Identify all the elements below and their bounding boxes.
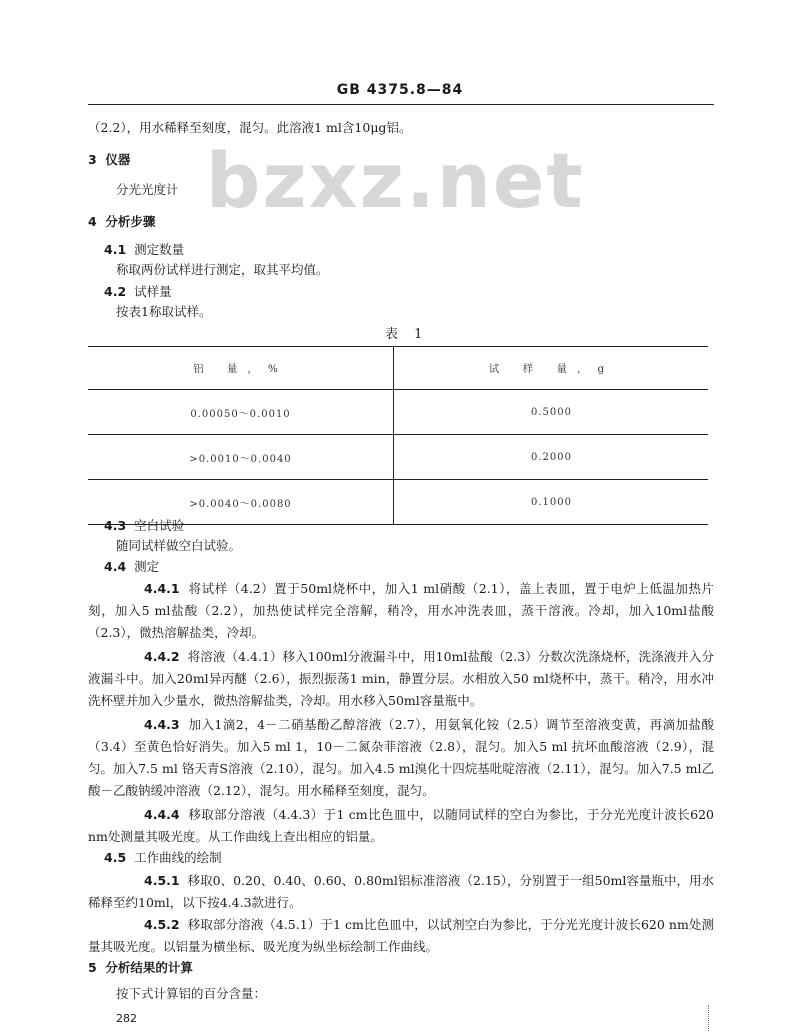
- section-4-3-body: 随同试样做空白试验。: [116, 538, 242, 553]
- table-cell: 0.5000: [393, 390, 709, 434]
- table-1: [88, 346, 708, 525]
- table-row: [88, 390, 708, 435]
- table-cell: >0.0010～0.0040: [189, 453, 292, 465]
- table-cell: 0.1000: [393, 480, 709, 524]
- section-4-4-number: 4.4: [104, 559, 127, 574]
- section-4-4-1-number: 4.4.1: [144, 581, 180, 596]
- section-4-heading: [88, 212, 155, 232]
- section-4-3-heading: [104, 516, 184, 536]
- section-4-5-2-body: 移取部分溶液（4.5.1）于1 cm比色皿中，以试剂空白为参比，于分光光度计波长620 nm处测量其吸光度。以铝量为横坐标、吸光度为纵坐标绘制工作曲线。: [88, 917, 714, 954]
- section-4-4-3-body: 加入1滴2，4－二硝基酚乙醇溶液（2.7），用氨氧化铵（2.5）调节至溶液变黄，再滴加盐酸（3.4）至黄色恰好消失。加入5 ml 1，10－二氮杂菲溶液（2.8），混匀。加入5 ml 抗坏血酸溶液（2.9），混匀。加入7.5 ml 铬天青S溶液（2.10），混匀。加入4.5 ml溴化十四烷基吡啶溶液（2.11），混匀。加入7.5 ml乙酸－乙酸钠缓冲溶液（2.12），混匀。用水稀释至刻度，混匀。: [88, 717, 715, 798]
- margin-dotted-line: [708, 1005, 709, 1031]
- page-header: GB 4375.8—84: [336, 82, 464, 98]
- section-4-4-4-body: 移取部分溶液（4.4.3）于1 cm比色皿中，以随同试样的空白为参比，于分光光度计波长620 nm处测量其吸光度。从工作曲线上查出相应的铝量。: [88, 807, 714, 844]
- header-rule: [88, 104, 714, 105]
- section-4-5-1-number: 4.5.1: [144, 873, 180, 888]
- section-4-3-title: 空白试验: [134, 518, 185, 533]
- section-4-1-body: 称取两份试样进行测定，取其平均值。: [116, 262, 329, 277]
- section-4-2-number: 4.2: [104, 284, 127, 299]
- section-5-body: 按下式计算铝的百分含量：: [116, 986, 267, 1001]
- table-header-cell: 铝 量，%: [193, 362, 288, 375]
- section-4-1-heading: [104, 240, 184, 260]
- section-4-3-number: 4.3: [104, 518, 127, 533]
- section-4-2-body: 按表1称取试样。: [116, 304, 212, 319]
- section-4-5-2-paragraph: [88, 914, 714, 958]
- section-4-5-2-number: 4.5.2: [144, 917, 180, 932]
- section-4-4-1-body: 将试样（4.2）置于50ml烧杯中，加入1 ml硝酸（2.1），盖上表皿，置于电炉上低温加热片刻，加入5 ml盐酸（2.2），加热使试样完全溶解，稍冷，用水冲洗表皿，蒸干溶液。冷却，加入10ml盐酸（2.3），微热溶解盐类，冷却。: [88, 581, 715, 640]
- table-row: [88, 435, 708, 480]
- section-4-5-1-paragraph: [88, 870, 714, 914]
- section-4-4-heading: [104, 557, 159, 577]
- section-3-title: 仪器: [105, 152, 131, 167]
- watermark: bzxz.net: [206, 136, 585, 225]
- section-4-5-heading: [104, 848, 222, 868]
- section-3-number: 3: [88, 152, 97, 167]
- section-4-4-title: 测定: [134, 559, 160, 574]
- table-header-cell: 试 样 量，g: [393, 347, 709, 389]
- section-4-4-4-number: 4.4.4: [144, 807, 180, 822]
- section-4-2-title: 试样量: [134, 284, 172, 299]
- section-4-4-1-paragraph: [88, 578, 714, 644]
- intro-line: （2.2），用水稀释至刻度，混匀。此溶液1 ml含10μg铝。: [88, 120, 412, 135]
- table-cell: >0.0040～0.0080: [189, 498, 292, 510]
- page-number: 282: [116, 1012, 137, 1025]
- section-4-2-heading: [104, 282, 172, 302]
- section-4-4-2-number: 4.4.2: [144, 649, 180, 664]
- table-header-row: [88, 346, 708, 390]
- section-5-number: 5: [88, 960, 97, 975]
- section-4-4-2-body: 将溶液（4.4.1）移入100ml分液漏斗中，用10ml盐酸（2.3）分数次洗涤烧杯，洗涤液并入分液漏斗中。加入20ml异丙醚（2.6），振烈振荡1 min，静置分层。水相放入50 ml烧杯中，蒸干。稍冷，用水冲洗杯壁并加入少量水，微热溶解盐类，冷却。用水移入50ml容量瓶中。: [88, 649, 714, 708]
- section-4-5-title: 工作曲线的绘制: [134, 850, 222, 865]
- section-5-title: 分析结果的计算: [105, 960, 193, 975]
- section-3-body: 分光光度计: [116, 182, 179, 197]
- table-cell: 0.00050～0.0010: [190, 408, 291, 420]
- section-4-1-number: 4.1: [104, 242, 127, 257]
- table-cell: 0.2000: [393, 435, 709, 479]
- section-4-title: 分析步骤: [105, 214, 156, 229]
- section-4-1-title: 测定数量: [134, 242, 185, 257]
- section-4-number: 4: [88, 214, 97, 229]
- table-caption: 表 1: [385, 327, 429, 342]
- section-4-4-3-paragraph: [88, 714, 714, 802]
- section-4-4-3-number: 4.4.3: [144, 717, 180, 732]
- section-4-4-4-paragraph: [88, 804, 714, 848]
- section-4-4-2-paragraph: [88, 646, 714, 712]
- section-4-5-1-body: 移取0、0.20、0.40、0.60、0.80ml铝标准溶液（2.15），分别置于一组50ml容量瓶中，用水稀释至约10ml，以下按4.4.3款进行。: [88, 873, 714, 910]
- section-3-heading: [88, 150, 130, 170]
- section-4-5-number: 4.5: [104, 850, 127, 865]
- section-5-heading: [88, 958, 193, 978]
